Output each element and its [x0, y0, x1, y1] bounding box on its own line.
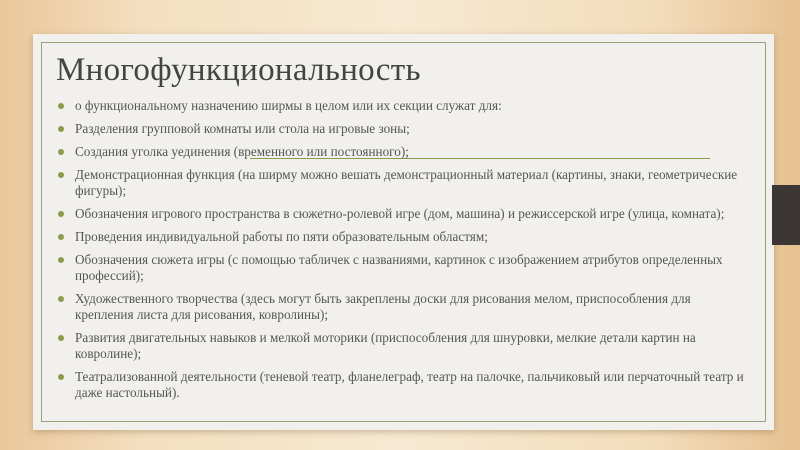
bullet-item	[58, 167, 748, 199]
bullet-dot-icon	[58, 257, 64, 263]
bullet-dot-icon	[58, 172, 64, 178]
bullet-item	[58, 206, 748, 222]
slide-title: Многофункциональность	[56, 52, 421, 88]
bullet-text: Разделения групповой комнаты или стола на игровые зоны;	[75, 121, 410, 136]
bullet-text: Развития двигательных навыков и мелкой моторики (приспособления для шнуровки, мелкие детали картин на ковролине);	[75, 330, 696, 361]
bullet-list	[58, 98, 748, 408]
bullet-dot-icon	[58, 296, 64, 302]
bullet-item	[58, 252, 748, 284]
bullet-item	[58, 144, 748, 160]
bullet-text: Обозначения сюжета игры (с помощью табличек с названиями, картинок с изображением атрибутов определенных профессий);	[75, 252, 723, 283]
bullet-dot-icon	[58, 374, 64, 380]
bullet-dot-icon	[58, 234, 64, 240]
bullet-item	[58, 330, 748, 362]
bullet-text: о функциональному назначению ширмы в целом или их секции служат для:	[75, 98, 502, 113]
side-tab	[772, 185, 800, 245]
bullet-dot-icon	[58, 126, 64, 132]
bullet-text: Театрализованной деятельности (теневой театр, фланелеграф, театр на палочке, пальчиковый или перчаточный театр и даже настольный).	[75, 369, 744, 400]
bullet-text: Проведения индивидуальной работы по пяти образовательным областям;	[75, 229, 488, 244]
bullet-text: Демонстрационная функция (на ширму можно вешать демонстрационный материал (картины, знаки, геометрические фигуры);	[75, 167, 738, 198]
bullet-dot-icon	[58, 211, 64, 217]
bullet-item	[58, 121, 748, 137]
bullet-item	[58, 369, 748, 401]
bullet-item	[58, 229, 748, 245]
bullet-item	[58, 98, 748, 114]
bullet-text: Обозначения игрового пространства в сюжетно-ролевой игре (дом, машина) и режиссерской игре (улица, комната);	[75, 206, 725, 221]
bullet-item	[58, 291, 748, 323]
bullet-text: Создания уголка уединения (временного или постоянного);	[75, 144, 409, 159]
bullet-dot-icon	[58, 149, 64, 155]
bullet-dot-icon	[58, 103, 64, 109]
bullet-dot-icon	[58, 335, 64, 341]
bullet-text: Художественного творчества (здесь могут быть закреплены доски для рисования мелом, приспособления для крепления листа для рисования, ковролины);	[75, 291, 691, 322]
